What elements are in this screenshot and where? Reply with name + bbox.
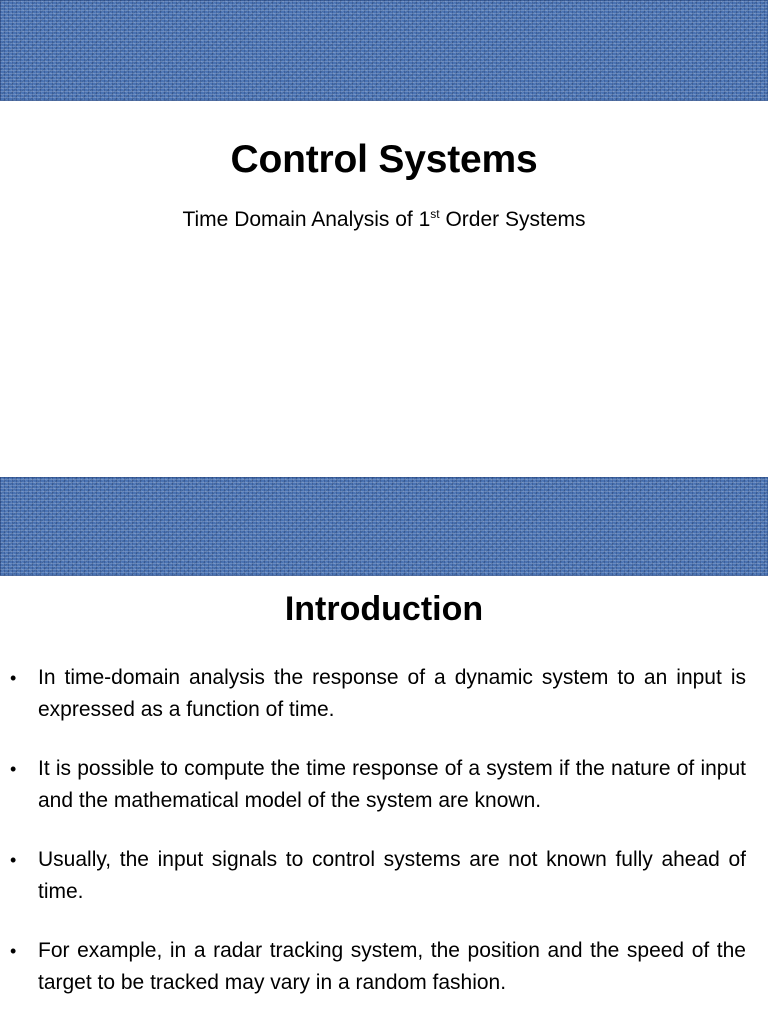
title-slide-content — [0, 132, 768, 234]
subtitle-superscript: st — [430, 207, 440, 221]
slide-subtitle — [0, 206, 768, 234]
bullet-item — [0, 753, 768, 817]
bullet-item — [0, 935, 768, 999]
section-title: Introduction — [284, 590, 484, 628]
bullet-icon: • — [10, 668, 17, 688]
bullet-text: In time-domain analysis the response of a dynamic system to an input is expressed as a function of time. — [38, 666, 746, 721]
bullet-icon: • — [10, 850, 17, 870]
bullet-item — [0, 844, 768, 908]
bullet-icon: • — [10, 941, 17, 961]
bullet-text: For example, in a radar tracking system, the position and the speed of the target to be tracked may vary in a random fashion. — [38, 939, 746, 994]
decorative-blue-band-top — [0, 0, 768, 101]
bullet-text: It is possible to compute the time response of a system if the nature of input and the mathematical model of the system are known. — [38, 757, 746, 812]
bullet-list — [0, 662, 768, 1024]
subtitle-prefix: Time Domain Analysis of 1 — [182, 208, 431, 231]
decorative-blue-band-middle — [0, 477, 768, 576]
bullet-item — [0, 662, 768, 726]
subtitle-suffix: Order Systems — [439, 208, 586, 231]
slide-title: Control Systems — [230, 138, 538, 181]
bullet-text: Usually, the input signals to control systems are not known fully ahead of time. — [38, 848, 746, 903]
bullet-icon: • — [10, 759, 17, 779]
